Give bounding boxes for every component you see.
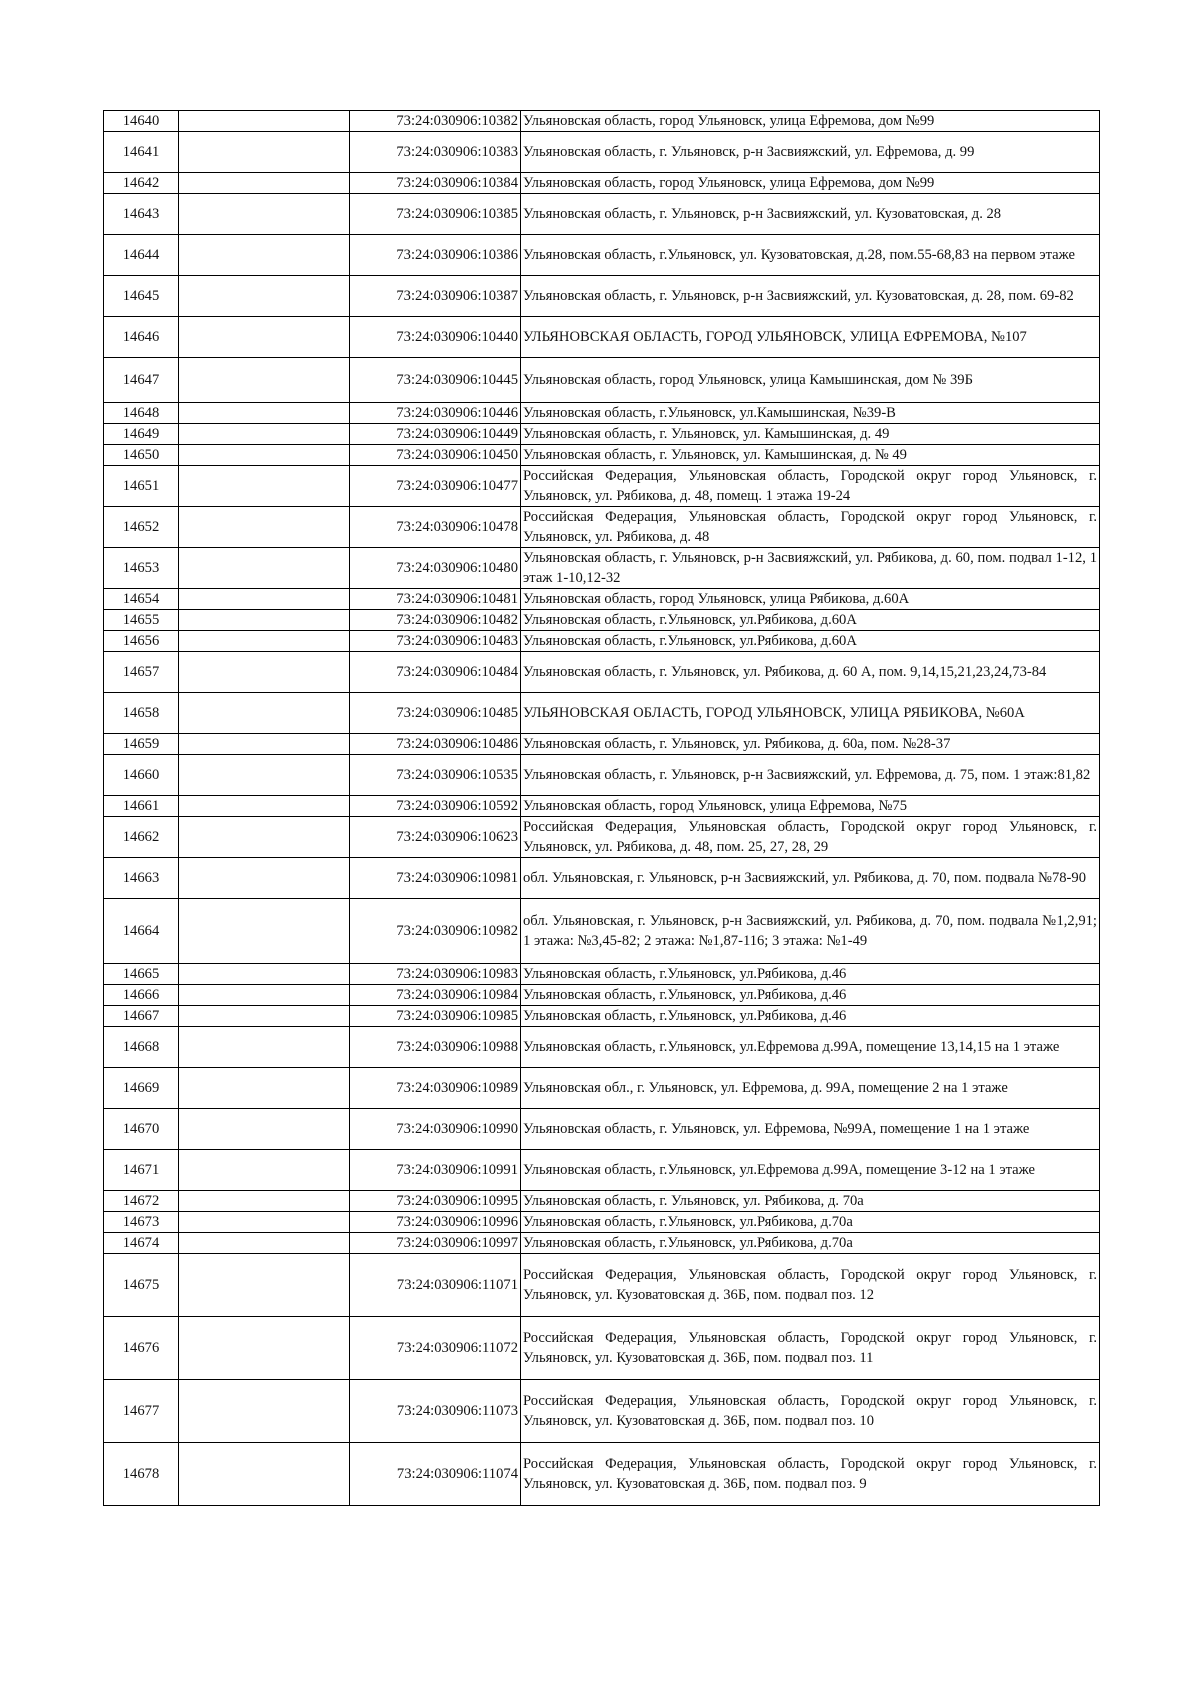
table-row: [104, 1068, 1100, 1109]
cadastral-number: 73:24:030906:10484: [350, 652, 521, 693]
row-number: 14659: [104, 734, 179, 755]
address: Ульяновская область, г. Ульяновск, р-н Засвияжский, ул. Ефремова, д. 99: [521, 132, 1100, 173]
address: УЛЬЯНОВСКАЯ ОБЛАСТЬ, ГОРОД УЛЬЯНОВСК, УЛИЦА ЕФРЕМОВА, №107: [521, 317, 1100, 358]
row-number: 14649: [104, 424, 179, 445]
row-number: 14654: [104, 589, 179, 610]
row-number: 14664: [104, 899, 179, 964]
table-row: [104, 445, 1100, 466]
cadastral-number: 73:24:030906:10486: [350, 734, 521, 755]
row-number: 14662: [104, 817, 179, 858]
row-number: 14672: [104, 1191, 179, 1212]
empty-cell: [179, 424, 350, 445]
address: Российская Федерация, Ульяновская область, Городской округ город Ульяновск, г. Ульяновск, ул. Кузоватовская д. 36Б, пом. подвал поз. 9: [521, 1443, 1100, 1506]
address: Ульяновская область, г.Ульяновск, ул.Рябикова, д.46: [521, 985, 1100, 1006]
table-row: [104, 858, 1100, 899]
address: Ульяновская область, г.Ульяновск, ул.Рябикова, д.70а: [521, 1233, 1100, 1254]
empty-cell: [179, 1191, 350, 1212]
empty-cell: [179, 317, 350, 358]
cadastral-number: 73:24:030906:10991: [350, 1150, 521, 1191]
row-number: 14640: [104, 111, 179, 132]
address: Российская Федерация, Ульяновская область, Городской округ город Ульяновск, г. Ульяновск, ул. Рябикова, д. 48, пом. 25, 27, 28, 29: [521, 817, 1100, 858]
table-row: [104, 1212, 1100, 1233]
row-number: 14658: [104, 693, 179, 734]
row-number: 14644: [104, 235, 179, 276]
cadastral-number: 73:24:030906:10990: [350, 1109, 521, 1150]
cadastral-number: 73:24:030906:10985: [350, 1006, 521, 1027]
empty-cell: [179, 964, 350, 985]
empty-cell: [179, 734, 350, 755]
address: Ульяновская область, г.Ульяновск, ул.Рябикова, д.70а: [521, 1212, 1100, 1233]
row-number: 14643: [104, 194, 179, 235]
row-number: 14678: [104, 1443, 179, 1506]
table-row: [104, 589, 1100, 610]
table-row: [104, 403, 1100, 424]
empty-cell: [179, 755, 350, 796]
table-row: [104, 610, 1100, 631]
empty-cell: [179, 1254, 350, 1317]
row-number: 14676: [104, 1317, 179, 1380]
table-row: [104, 985, 1100, 1006]
table-row: [104, 1150, 1100, 1191]
table-row: [104, 358, 1100, 403]
address: Ульяновская область, г.Ульяновск, ул.Рябикова, д.46: [521, 1006, 1100, 1027]
address: обл. Ульяновская, г. Ульяновск, р-н Засвияжский, ул. Рябикова, д. 70, пом. подвала №1,2,91; 1 этажа: №3,45-82; 2 этажа: №1,87-116; 3 этажа: №1-49: [521, 899, 1100, 964]
cadastral-number: 73:24:030906:11073: [350, 1380, 521, 1443]
table-row: [104, 652, 1100, 693]
empty-cell: [179, 631, 350, 652]
cadastral-number: 73:24:030906:10592: [350, 796, 521, 817]
table-row: [104, 1006, 1100, 1027]
cadastral-number: 73:24:030906:10440: [350, 317, 521, 358]
address: обл. Ульяновская, г. Ульяновск, р-н Засвияжский, ул. Рябикова, д. 70, пом. подвала №78-90: [521, 858, 1100, 899]
address: Ульяновская область, г. Ульяновск, ул. Рябикова, д. 60а, пом. №28-37: [521, 734, 1100, 755]
cadastral-number: 73:24:030906:10384: [350, 173, 521, 194]
table-row: [104, 424, 1100, 445]
empty-cell: [179, 1317, 350, 1380]
address: Ульяновская область, город Ульяновск, улица Рябикова, д.60А: [521, 589, 1100, 610]
table-row: [104, 693, 1100, 734]
row-number: 14677: [104, 1380, 179, 1443]
empty-cell: [179, 1068, 350, 1109]
row-number: 14653: [104, 548, 179, 589]
cadastral-number: 73:24:030906:10477: [350, 466, 521, 507]
table-row: [104, 1109, 1100, 1150]
row-number: 14671: [104, 1150, 179, 1191]
cadastral-number: 73:24:030906:10983: [350, 964, 521, 985]
row-number: 14667: [104, 1006, 179, 1027]
table-row: [104, 466, 1100, 507]
cadastral-number: 73:24:030906:10984: [350, 985, 521, 1006]
table-row: [104, 631, 1100, 652]
row-number: 14645: [104, 276, 179, 317]
address: Ульяновская область, г. Ульяновск, ул. Рябикова, д. 60 А, пом. 9,14,15,21,23,24,73-84: [521, 652, 1100, 693]
address: Российская Федерация, Ульяновская область, Городской округ город Ульяновск, г. Ульяновск, ул. Кузоватовская д. 36Б, пом. подвал поз. 10: [521, 1380, 1100, 1443]
empty-cell: [179, 796, 350, 817]
table-row: [104, 1233, 1100, 1254]
table-row: [104, 1317, 1100, 1380]
table-row: [104, 548, 1100, 589]
table-row: [104, 817, 1100, 858]
table-row: [104, 317, 1100, 358]
address: Ульяновская область, г.Ульяновск, ул.Рябикова, д.60А: [521, 631, 1100, 652]
address: Ульяновская область, г. Ульяновск, р-н Засвияжский, ул. Кузоватовская, д. 28: [521, 194, 1100, 235]
row-number: 14661: [104, 796, 179, 817]
row-number: 14650: [104, 445, 179, 466]
empty-cell: [179, 276, 350, 317]
address: Ульяновская область, г.Ульяновск, ул.Рябикова, д.60А: [521, 610, 1100, 631]
address: Ульяновская область, г. Ульяновск, р-н Засвияжский, ул. Ефремова, д. 75, пом. 1 этаж:81,82: [521, 755, 1100, 796]
row-number: 14675: [104, 1254, 179, 1317]
cadastral-registry-table: [103, 110, 1100, 1506]
row-number: 14663: [104, 858, 179, 899]
address: Ульяновская область, город Ульяновск, улица Ефремова, дом №99: [521, 111, 1100, 132]
empty-cell: [179, 1233, 350, 1254]
table-row: [104, 964, 1100, 985]
empty-cell: [179, 817, 350, 858]
table-row: [104, 1380, 1100, 1443]
address: Ульяновская область, г.Ульяновск, ул.Камышинская, №39-В: [521, 403, 1100, 424]
row-number: 14652: [104, 507, 179, 548]
cadastral-number: 73:24:030906:11072: [350, 1317, 521, 1380]
empty-cell: [179, 1006, 350, 1027]
empty-cell: [179, 985, 350, 1006]
empty-cell: [179, 652, 350, 693]
address: Ульяновская область, г.Ульяновск, ул.Рябикова, д.46: [521, 964, 1100, 985]
table-row: [104, 1254, 1100, 1317]
address: Ульяновская область, г. Ульяновск, ул. Рябикова, д. 70а: [521, 1191, 1100, 1212]
cadastral-number: 73:24:030906:10997: [350, 1233, 521, 1254]
table-row: [104, 1443, 1100, 1506]
row-number: 14651: [104, 466, 179, 507]
table-row: [104, 1027, 1100, 1068]
cadastral-number: 73:24:030906:10982: [350, 899, 521, 964]
cadastral-number: 73:24:030906:10383: [350, 132, 521, 173]
empty-cell: [179, 610, 350, 631]
table-row: [104, 507, 1100, 548]
row-number: 14648: [104, 403, 179, 424]
row-number: 14670: [104, 1109, 179, 1150]
cadastral-number: 73:24:030906:10989: [350, 1068, 521, 1109]
cadastral-number: 73:24:030906:10996: [350, 1212, 521, 1233]
cadastral-number: 73:24:030906:11074: [350, 1443, 521, 1506]
row-number: 14641: [104, 132, 179, 173]
row-number: 14669: [104, 1068, 179, 1109]
table-row: [104, 194, 1100, 235]
table-row: [104, 173, 1100, 194]
address: Ульяновская область, г. Ульяновск, ул. Ефремова, №99А, помещение 1 на 1 этаже: [521, 1109, 1100, 1150]
address: УЛЬЯНОВСКАЯ ОБЛАСТЬ, ГОРОД УЛЬЯНОВСК, УЛИЦА РЯБИКОВА, №60А: [521, 693, 1100, 734]
row-number: 14666: [104, 985, 179, 1006]
row-number: 14656: [104, 631, 179, 652]
row-number: 14642: [104, 173, 179, 194]
cadastral-number: 73:24:030906:10385: [350, 194, 521, 235]
cadastral-number: 73:24:030906:10483: [350, 631, 521, 652]
cadastral-number: 73:24:030906:10485: [350, 693, 521, 734]
table-row: [104, 235, 1100, 276]
row-number: 14668: [104, 1027, 179, 1068]
empty-cell: [179, 173, 350, 194]
address: Российская Федерация, Ульяновская область, Городской округ город Ульяновск, г. Ульяновск, ул. Кузоватовская д. 36Б, пом. подвал поз. 12: [521, 1254, 1100, 1317]
empty-cell: [179, 589, 350, 610]
empty-cell: [179, 194, 350, 235]
row-number: 14665: [104, 964, 179, 985]
cadastral-number: 73:24:030906:10623: [350, 817, 521, 858]
empty-cell: [179, 1150, 350, 1191]
empty-cell: [179, 548, 350, 589]
cadastral-number: 73:24:030906:10482: [350, 610, 521, 631]
empty-cell: [179, 466, 350, 507]
table-row: [104, 276, 1100, 317]
address: Ульяновская область, город Ульяновск, улица Ефремова, дом №99: [521, 173, 1100, 194]
empty-cell: [179, 132, 350, 173]
cadastral-number: 73:24:030906:10445: [350, 358, 521, 403]
cadastral-number: 73:24:030906:10480: [350, 548, 521, 589]
row-number: 14655: [104, 610, 179, 631]
address: Ульяновская область, г. Ульяновск, ул. Камышинская, д. № 49: [521, 445, 1100, 466]
empty-cell: [179, 111, 350, 132]
address: Ульяновская область, г. Ульяновск, р-н Засвияжский, ул. Кузоватовская, д. 28, пом. 69-82: [521, 276, 1100, 317]
empty-cell: [179, 693, 350, 734]
address: Ульяновская область, г.Ульяновск, ул. Кузоватовская, д.28, пом.55-68,83 на первом этаже: [521, 235, 1100, 276]
address: Ульяновская область, город Ульяновск, улица Камышинская, дом № 39Б: [521, 358, 1100, 403]
cadastral-number: 73:24:030906:11071: [350, 1254, 521, 1317]
cadastral-number: 73:24:030906:10478: [350, 507, 521, 548]
empty-cell: [179, 899, 350, 964]
empty-cell: [179, 358, 350, 403]
row-number: 14660: [104, 755, 179, 796]
cadastral-number: 73:24:030906:10481: [350, 589, 521, 610]
address: Ульяновская область, г. Ульяновск, ул. Камышинская, д. 49: [521, 424, 1100, 445]
empty-cell: [179, 1443, 350, 1506]
row-number: 14674: [104, 1233, 179, 1254]
row-number: 14673: [104, 1212, 179, 1233]
row-number: 14646: [104, 317, 179, 358]
row-number: 14657: [104, 652, 179, 693]
table-row: [104, 755, 1100, 796]
empty-cell: [179, 403, 350, 424]
address: Российская Федерация, Ульяновская область, Городской округ город Ульяновск, г. Ульяновск, ул. Рябикова, д. 48: [521, 507, 1100, 548]
empty-cell: [179, 1027, 350, 1068]
table-row: [104, 796, 1100, 817]
table-row: [104, 899, 1100, 964]
address: Ульяновская область, г.Ульяновск, ул.Ефремова д.99А, помещение 3-12 на 1 этаже: [521, 1150, 1100, 1191]
cadastral-number: 73:24:030906:10387: [350, 276, 521, 317]
empty-cell: [179, 1109, 350, 1150]
address: Ульяновская область, город Ульяновск, улица Ефремова, №75: [521, 796, 1100, 817]
empty-cell: [179, 235, 350, 276]
address: Ульяновская обл., г. Ульяновск, ул. Ефремова, д. 99А, помещение 2 на 1 этаже: [521, 1068, 1100, 1109]
empty-cell: [179, 858, 350, 899]
cadastral-number: 73:24:030906:10449: [350, 424, 521, 445]
cadastral-number: 73:24:030906:10995: [350, 1191, 521, 1212]
table-row: [104, 111, 1100, 132]
empty-cell: [179, 445, 350, 466]
cadastral-number: 73:24:030906:10535: [350, 755, 521, 796]
cadastral-number: 73:24:030906:10981: [350, 858, 521, 899]
address: Российская Федерация, Ульяновская область, Городской округ город Ульяновск, г. Ульяновск, ул. Рябикова, д. 48, помещ. 1 этажа 19-24: [521, 466, 1100, 507]
address: Ульяновская область, г. Ульяновск, р-н Засвияжский, ул. Рябикова, д. 60, пом. подвал 1-12, 1 этаж 1-10,12-32: [521, 548, 1100, 589]
table-row: [104, 1191, 1100, 1212]
empty-cell: [179, 1380, 350, 1443]
row-number: 14647: [104, 358, 179, 403]
empty-cell: [179, 507, 350, 548]
cadastral-number: 73:24:030906:10446: [350, 403, 521, 424]
table-row: [104, 132, 1100, 173]
cadastral-number: 73:24:030906:10988: [350, 1027, 521, 1068]
table-row: [104, 734, 1100, 755]
cadastral-number: 73:24:030906:10382: [350, 111, 521, 132]
empty-cell: [179, 1212, 350, 1233]
cadastral-number: 73:24:030906:10450: [350, 445, 521, 466]
address: Российская Федерация, Ульяновская область, Городской округ город Ульяновск, г. Ульяновск, ул. Кузоватовская д. 36Б, пом. подвал поз. 11: [521, 1317, 1100, 1380]
address: Ульяновская область, г.Ульяновск, ул.Ефремова д.99А, помещение 13,14,15 на 1 этаже: [521, 1027, 1100, 1068]
cadastral-number: 73:24:030906:10386: [350, 235, 521, 276]
